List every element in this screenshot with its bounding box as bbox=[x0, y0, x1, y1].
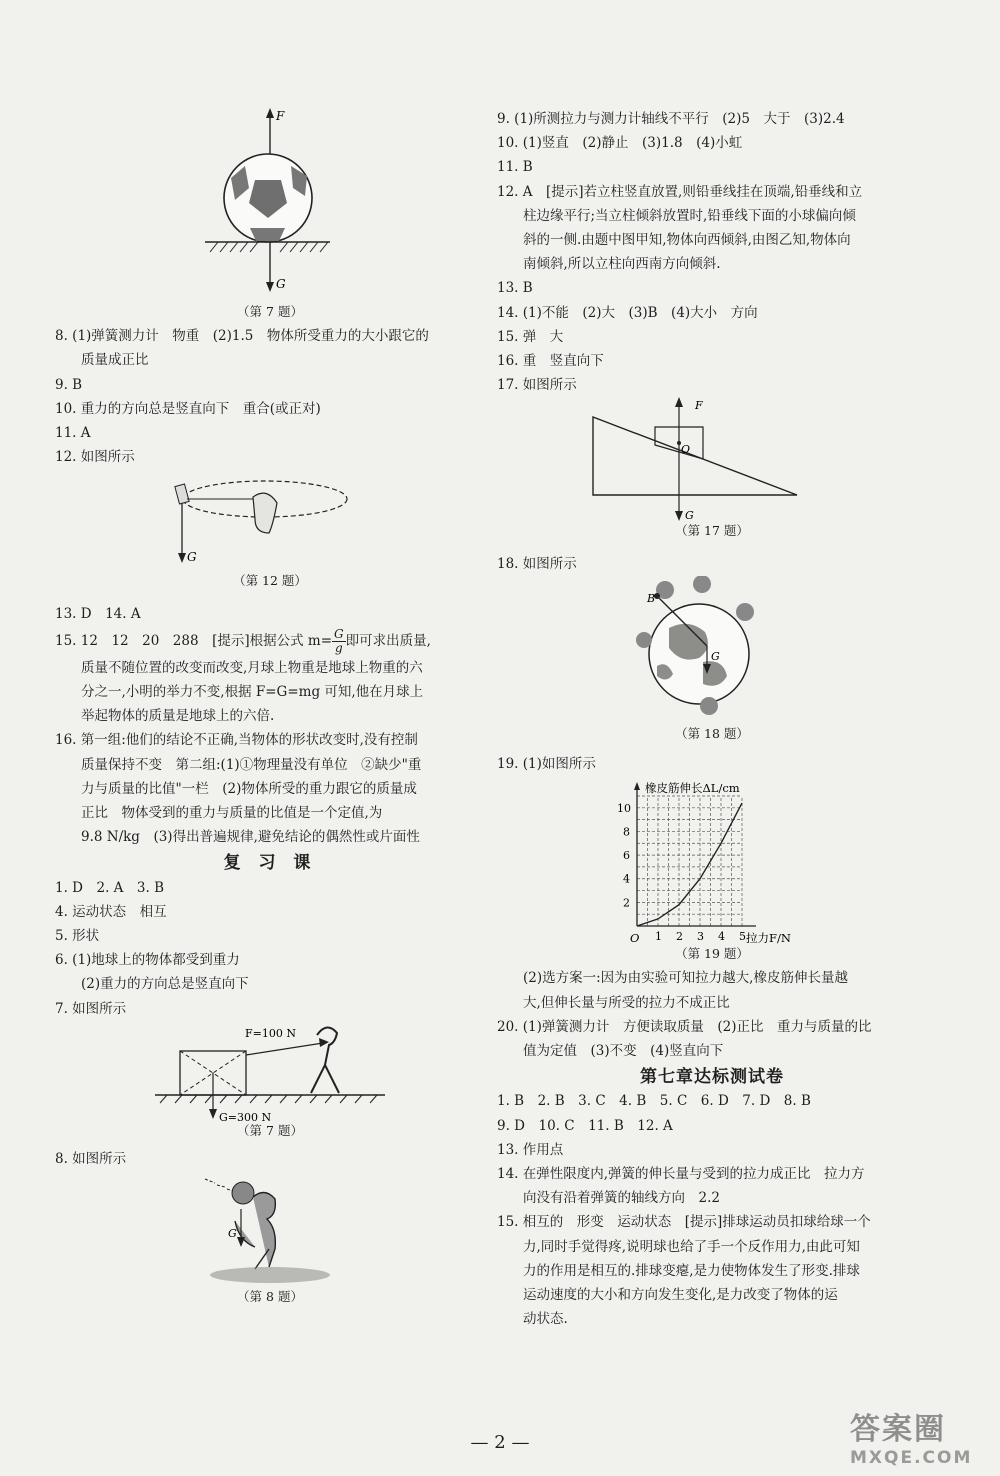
answer-q20: 20. (1)弹簧测力计 方便读取质量 (2)正比 重力与质量的比 bbox=[497, 1018, 872, 1035]
caption-q7: （第 7 题） bbox=[237, 304, 303, 319]
figure-rubber-band-chart bbox=[497, 776, 927, 946]
answer-q10: 10. (1)竖直 (2)静止 (3)1.8 (4)小虹 bbox=[497, 135, 743, 152]
x-tick-label: 3 bbox=[697, 930, 704, 944]
force-label-f: F=100 N bbox=[245, 1026, 296, 1040]
answer-q12: 12. A [提示]若立柱竖直放置,则铅垂线挂在顶端,铅垂线和立 bbox=[497, 183, 863, 200]
force-label-f: F bbox=[695, 399, 703, 413]
figure-swing bbox=[55, 469, 485, 569]
gravity-label-g: G bbox=[685, 509, 694, 523]
y-tick-label: 8 bbox=[623, 825, 630, 839]
center-label-o: O bbox=[681, 443, 691, 457]
gravity-label-g: G bbox=[711, 649, 720, 663]
review-q7: 7. 如图所示 bbox=[55, 1000, 127, 1017]
watermark-logo bbox=[850, 1412, 990, 1470]
caption-q17: （第 17 题） bbox=[675, 523, 749, 539]
answer-q15-text: 15. 12 12 20 288 [提示]根据公式 m= bbox=[55, 632, 333, 649]
review-q8: 8. 如图所示 bbox=[55, 1151, 127, 1168]
answer-q13: 13. B bbox=[497, 280, 533, 297]
caption-q18: （第 18 题） bbox=[675, 725, 749, 741]
test-q15-cont: 力的作用是相互的.排球变瘪,是力使物体发生了形变.排球 bbox=[523, 1262, 860, 1279]
gravity-label-g: G=300 N bbox=[219, 1110, 272, 1124]
answer-q15-text-2: 即可求出质量, bbox=[345, 632, 431, 649]
answer-q16-cont: 力与质量的比值"一栏 (2)物体所受的重力跟它的质量成 bbox=[81, 780, 417, 797]
review-q5: 5. 形状 bbox=[55, 928, 100, 945]
answer-q19-cont: (2)选方案一:因为由实验可知拉力越大,橡皮筋伸长量越 bbox=[523, 970, 848, 987]
answer-q12: 12. 如图所示 bbox=[55, 449, 135, 466]
review-q6: 6. (1)地球上的物体都受到重力 bbox=[55, 952, 240, 969]
test-q15-cont: 动状态. bbox=[523, 1311, 568, 1328]
answer-q12-cont: 柱边缘平行;当立柱倾斜放置时,铅垂线下面的小球偏向倾 bbox=[523, 207, 856, 224]
caption-q8: （第 8 题） bbox=[237, 1289, 303, 1305]
caption-q12: （第 12 题） bbox=[233, 573, 307, 589]
volleyball-player-diagram bbox=[55, 1171, 485, 1285]
answer-q19-cont: 大,但伸长量与所受的拉力不成正比 bbox=[523, 994, 730, 1011]
answer-q16-cont: 9.8 N/kg (3)得出普遍规律,避免结论的偶然性或片面性 bbox=[81, 829, 420, 846]
answer-q12-cont: 南倾斜,所以立柱向西南方向倾斜. bbox=[523, 256, 721, 273]
test-q15-cont: 力,同时手觉得疼,说明球也给了手一个反作用力,由此可知 bbox=[523, 1238, 860, 1255]
gravity-label-g: G bbox=[228, 1227, 237, 1241]
x-tick-label: 1 bbox=[655, 930, 662, 944]
x-tick-label: 2 bbox=[676, 930, 683, 944]
answer-q18: 18. 如图所示 bbox=[497, 555, 577, 572]
answer-q12-cont: 斜的一侧.由题中图甲知,物体向西倾斜,由图乙知,物体向 bbox=[523, 232, 851, 249]
swing-diagram bbox=[55, 469, 485, 569]
incline-diagram bbox=[497, 397, 927, 523]
fraction bbox=[332, 628, 346, 655]
review-q4: 4. 运动状态 相互 bbox=[55, 903, 167, 920]
x-tick-label: 5 bbox=[739, 930, 746, 944]
y-axis-arrow bbox=[634, 782, 640, 790]
section-title-review: 复 习 课 bbox=[223, 853, 317, 874]
test-q15-cont: 运动速度的大小和方向发生变化,是力改变了物体的运 bbox=[523, 1287, 838, 1304]
watermark-text: 答案圈 bbox=[850, 1412, 946, 1447]
answer-q10: 10. 重力的方向总是竖直向下 重合(或正对) bbox=[55, 400, 321, 417]
chart-y-axis-label: 橡皮筋伸长ΔL/cm bbox=[645, 781, 740, 796]
y-tick-label: 6 bbox=[623, 849, 630, 863]
answer-q14: 14. (1)不能 (2)大 (3)B (4)大小 方向 bbox=[497, 304, 758, 321]
figure-globe bbox=[497, 576, 927, 722]
answer-q15: 15. 弹 大 bbox=[497, 328, 564, 345]
pulling-box-diagram bbox=[55, 1021, 485, 1125]
test-q13: 13. 作用点 bbox=[497, 1141, 564, 1158]
caption-q7b: （第 7 题） bbox=[237, 1122, 303, 1138]
answer-q19: 19. (1)如图所示 bbox=[497, 756, 596, 773]
y-tick-label: 4 bbox=[623, 872, 630, 886]
fraction-denominator: g bbox=[334, 640, 343, 655]
section-title-chapter7-test: 第七章达标测试卷 bbox=[640, 1067, 784, 1088]
test-q14-cont: 向没有沿着弹簧的轴线方向 2.2 bbox=[523, 1190, 720, 1207]
caption-q19: （第 19 题） bbox=[675, 946, 749, 962]
figure-volleyball bbox=[55, 1171, 485, 1285]
chart-origin-label: O bbox=[630, 931, 640, 946]
answer-q15-cont: 质量不随位置的改变而改变,月球上物重是地球上物重的六 bbox=[81, 659, 423, 676]
answer-q13-14: 13. D 14. A bbox=[55, 605, 141, 622]
answer-q8-cont: 质量成正比 bbox=[81, 352, 149, 369]
answer-q15 bbox=[55, 626, 485, 656]
answer-q20-cont: 值为定值 (3)不变 (4)竖直向下 bbox=[523, 1043, 724, 1060]
x-tick-label: 4 bbox=[718, 930, 725, 944]
figure-soccer-ball bbox=[55, 108, 485, 300]
answer-q16-cont: 质量保持不变 第二组:(1)①物理量没有单位 ②缺少"重 bbox=[81, 756, 422, 773]
watermark-url: MXQE.COM bbox=[850, 1448, 973, 1468]
answer-q15-cont: 分之一,小明的举力不变,根据 F=G=mg 可知,他在月球上 bbox=[81, 684, 424, 701]
test-q1-8: 1. B 2. B 3. C 4. B 5. C 6. D 7. D 8. B bbox=[497, 1093, 811, 1110]
page-number: — 2 — bbox=[470, 1432, 530, 1453]
test-q15: 15. 相互的 形变 运动状态 [提示]排球运动员扣球给球一个 bbox=[497, 1214, 871, 1231]
rubber-band-chart bbox=[497, 776, 927, 946]
test-q14: 14. 在弹性限度内,弹簧的伸长量与受到的拉力成正比 拉力方 bbox=[497, 1166, 865, 1183]
fraction-numerator: G bbox=[334, 626, 344, 641]
answer-q8: 8. (1)弹簧测力计 物重 (2)1.5 物体所受重力的大小跟它的 bbox=[55, 328, 429, 345]
answer-q9: 9. B bbox=[55, 376, 83, 393]
gravity-label-g: G bbox=[187, 550, 197, 565]
test-q9-12: 9. D 10. C 11. B 12. A bbox=[497, 1117, 673, 1134]
label-b: B bbox=[647, 591, 656, 605]
figure-pulling-box bbox=[55, 1021, 485, 1125]
left-column bbox=[55, 0, 485, 1309]
review-q1-3: 1. D 2. A 3. B bbox=[55, 879, 165, 896]
soccer-ball-diagram bbox=[55, 108, 485, 300]
chart-x-axis-label: 拉力F/N bbox=[746, 931, 791, 946]
figure-incline bbox=[497, 397, 927, 523]
answer-q11: 11. B bbox=[497, 159, 533, 176]
y-tick-label: 10 bbox=[617, 802, 631, 816]
answer-q16: 16. 重 竖直向下 bbox=[497, 353, 604, 370]
answer-q11: 11. A bbox=[55, 425, 91, 442]
force-label-f: F bbox=[276, 109, 285, 123]
globe-diagram bbox=[497, 576, 927, 722]
answer-q9: 9. (1)所测拉力与测力计轴线不平行 (2)5 大于 (3)2.4 bbox=[497, 111, 845, 127]
right-column bbox=[497, 0, 927, 1332]
answer-q16: 16. 第一组:他们的结论不正确,当物体的形状改变时,没有控制 bbox=[55, 732, 418, 749]
answer-q15-cont: 举起物体的质量是地球上的六倍. bbox=[81, 708, 275, 725]
gravity-label-g: G bbox=[276, 277, 286, 291]
answer-q17: 17. 如图所示 bbox=[497, 377, 577, 394]
answer-q16-cont: 正比 物体受到的重力与质量的比值是一个定值,为 bbox=[81, 805, 383, 822]
y-tick-label: 2 bbox=[623, 896, 630, 910]
review-q6-cont: (2)重力的方向总是竖直向下 bbox=[81, 976, 249, 993]
